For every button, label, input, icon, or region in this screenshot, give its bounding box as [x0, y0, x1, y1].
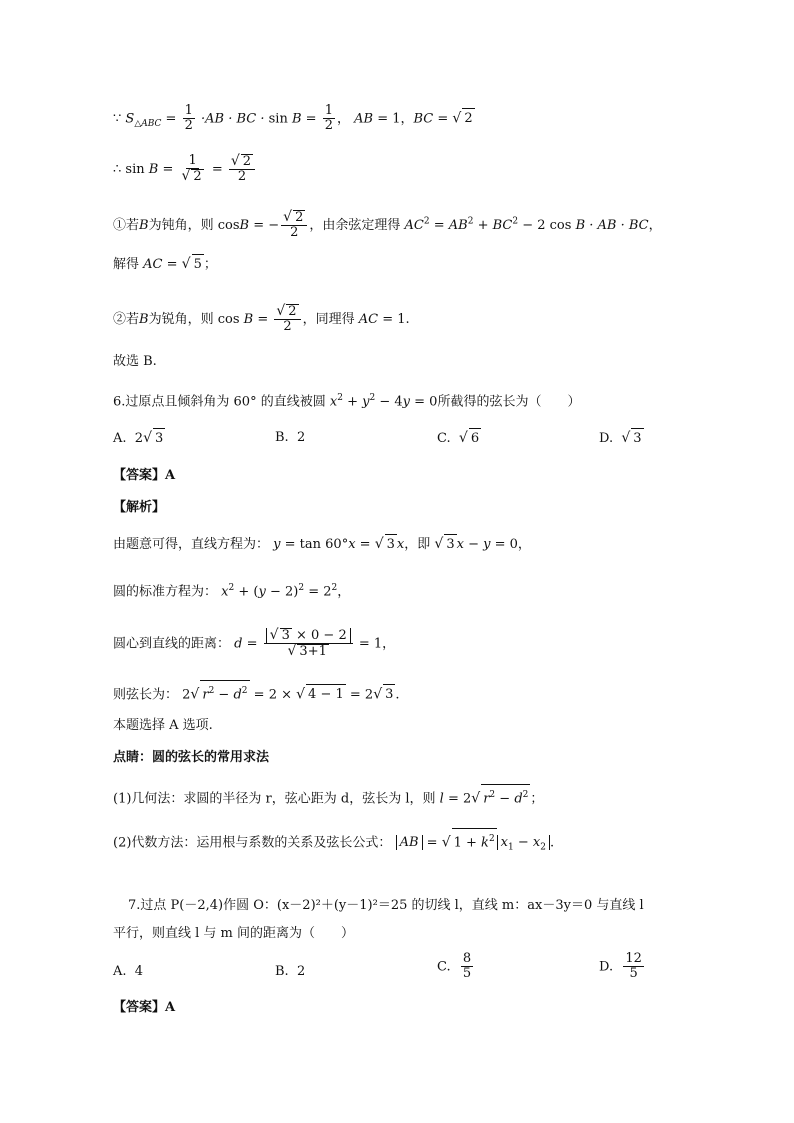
q7-option-c[interactable]: C. $\frac{8}{5}$	[437, 951, 472, 982]
analysis-line-1: 由题意可得，直线方程为： y = tan 60°x = √ 3 x，即 √ 3 x − y = 0，	[113, 534, 531, 555]
solution-line-acute: ②若B为锐角，则 cos B = $\frac{√ 2}{2}$ ，同理得 AC = 1.	[113, 303, 410, 335]
solution-conclusion: 故选 B.	[113, 354, 157, 369]
question-7: 7.过点 P(－2,4)作圆 O：(x－2)²＋(y－1)²＝25 的切线 l，直线 m：ax－3y＝0 与直线 l	[128, 898, 644, 913]
question-6: 6.过原点且倾斜角为 60° 的直线被圆 $x^2 + y^2 - 4y = 0$所截得的弦长为（ ）	[113, 393, 581, 410]
q7-option-d[interactable]: D. $\frac{12}{5}$	[599, 951, 642, 982]
q6-option-d[interactable]: D. √ 3	[599, 428, 644, 449]
solution-line-obtuse: ①若B为钝角，则 cosB = − $\frac{√ 2}{2}$ ，由余弦定理得 $AC^2 = AB^2 + BC^2 - 2$ cos B · AB · BC，	[113, 209, 662, 241]
question-7-cont: 平行，则直线 l 与 m 间的距离为（ ）	[113, 926, 355, 941]
q6-option-c[interactable]: C. √ 6	[437, 428, 481, 449]
answer-6: 【答案】A	[113, 468, 176, 483]
q6-option-a[interactable]: A. 2√ 3	[113, 428, 165, 449]
tip-line-2: (2)代数方法：运用根与系数的关系及弦长公式： AB = √ $1 + k^2$ $x_1 - x_2$ .	[113, 828, 554, 858]
tip-heading: 点睛：圆的弦长的常用求法	[113, 750, 270, 765]
analysis-line-2: 圆的标准方程为： $x^2 + (y - 2)^2 = 2^2$，	[113, 583, 351, 600]
answer-7: 【答案】A	[113, 1000, 176, 1015]
q7-option-a[interactable]: A. 4	[113, 964, 144, 979]
solution-line-area: ∵ $S_{\triangle ABC}$ = $\frac{1}{2}$ ·AB · BC · sin B = $\frac{1}{2}$ ， AB = 1，BC = √ 2	[113, 103, 473, 134]
analysis-line-4: 则弦长为： 2√ $r^2 - d^2 = 2$ × √ 4 − 1 = 2√ 3 .	[113, 680, 400, 705]
q6-option-b[interactable]: B. 2	[275, 430, 306, 445]
analysis-6-heading: 【解析】	[113, 500, 166, 515]
tip-line-1: (1)几何法：求圆的半径为 r，弦心距为 d，弦长为 l，则 l = 2√ $r^2 - d^2$ ；	[113, 784, 543, 809]
solution-line-ac1: 解得 AC = √ 5 ；	[113, 254, 217, 275]
analysis-line-5: 本题选择 A 选项.	[113, 718, 213, 733]
analysis-line-3: 圆心到直线的距离： d = $\frac{√ 3 \times 0 - 2}{√ 3+1}$ = 1，	[113, 627, 396, 660]
q7-option-b[interactable]: B. 2	[275, 964, 306, 979]
solution-line-sinb: ∴ sin B = $\frac{1}{√ 2}$ = $\frac{√ 2}{2}$	[113, 154, 257, 185]
